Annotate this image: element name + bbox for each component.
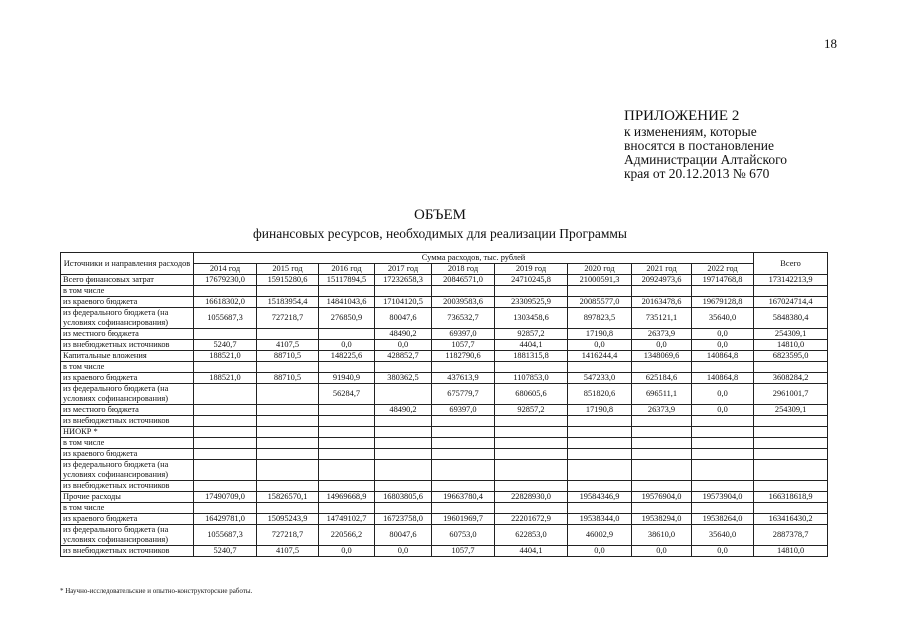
table-row (61, 546, 828, 557)
table-row (61, 384, 828, 405)
table-cell (319, 503, 375, 514)
row-total: 14810,0 (754, 546, 828, 557)
table-row (61, 438, 828, 449)
table-cell (375, 427, 432, 438)
table-cell: 24710245,8 (495, 275, 568, 286)
table-row (61, 525, 828, 546)
year-header: 2016 год (319, 264, 375, 275)
table-row (61, 481, 828, 492)
table-cell: 0,0 (319, 546, 375, 557)
row-total (754, 416, 828, 427)
table-cell (257, 427, 319, 438)
financial-resources-table (60, 252, 828, 557)
table-cell (692, 438, 754, 449)
footnote: * Научно-исследовательские и опытно-конструкторские работы. (60, 587, 253, 595)
table-cell (194, 416, 257, 427)
row-label: Капитальные вложения (61, 351, 194, 362)
table-cell (568, 449, 632, 460)
table-row (61, 297, 828, 308)
table-cell (568, 503, 632, 514)
table-cell: 0,0 (568, 546, 632, 557)
table-cell: 17490709,0 (194, 492, 257, 503)
row-label: из федерального бюджета (на условиях софинансирования) (61, 308, 194, 329)
table-cell: 276850,9 (319, 308, 375, 329)
table-cell (319, 449, 375, 460)
table-cell: 1416244,4 (568, 351, 632, 362)
table-cell (375, 362, 432, 373)
table-cell (257, 460, 319, 481)
table-cell (194, 438, 257, 449)
table-cell (692, 427, 754, 438)
table-cell (319, 481, 375, 492)
table-cell (194, 460, 257, 481)
table-cell (194, 286, 257, 297)
table-cell (257, 438, 319, 449)
year-header: 2020 год (568, 264, 632, 275)
table-cell: 92857,2 (495, 329, 568, 340)
table-cell (319, 286, 375, 297)
row-total: 166318618,9 (754, 492, 828, 503)
table-cell: 35640,0 (692, 525, 754, 546)
table-cell (432, 460, 495, 481)
table-cell: 4107,5 (257, 546, 319, 557)
table-cell (495, 362, 568, 373)
table-cell: 80047,6 (375, 525, 432, 546)
row-label: из внебюджетных источников (61, 340, 194, 351)
table-cell: 22828930,0 (495, 492, 568, 503)
table-cell: 1055687,3 (194, 525, 257, 546)
table-cell: 17679230,0 (194, 275, 257, 286)
table-cell (692, 460, 754, 481)
table-cell: 220566,2 (319, 525, 375, 546)
row-total: 2961001,7 (754, 384, 828, 405)
table-cell: 15117894,5 (319, 275, 375, 286)
year-header: 2018 год (432, 264, 495, 275)
year-header: 2022 год (692, 264, 754, 275)
table-cell: 4107,5 (257, 340, 319, 351)
table-cell: 0,0 (692, 546, 754, 557)
table-cell: 16803805,6 (375, 492, 432, 503)
table-cell (257, 405, 319, 416)
table-cell: 20163478,6 (632, 297, 692, 308)
table-cell (194, 503, 257, 514)
table-cell (692, 481, 754, 492)
table-cell (432, 416, 495, 427)
table-cell: 428852,7 (375, 351, 432, 362)
table-cell (632, 427, 692, 438)
table-cell: 19538264,0 (692, 514, 754, 525)
table-cell (319, 460, 375, 481)
row-label: из федерального бюджета (на условиях софинансирования) (61, 525, 194, 546)
table-cell (632, 481, 692, 492)
table-cell: 188521,0 (194, 373, 257, 384)
table-cell (319, 329, 375, 340)
row-total: 254309,1 (754, 405, 828, 416)
table-cell (319, 438, 375, 449)
table-row (61, 308, 828, 329)
appendix-heading: ПРИЛОЖЕНИЕ 2 (624, 108, 740, 124)
table-cell: 1881315,8 (495, 351, 568, 362)
table-row (61, 492, 828, 503)
table-row (61, 362, 828, 373)
table-row (61, 405, 828, 416)
table-cell: 16618302,0 (194, 297, 257, 308)
table-cell: 0,0 (692, 340, 754, 351)
row-total: 163416430,2 (754, 514, 828, 525)
table-cell: 21000591,3 (568, 275, 632, 286)
table-row (61, 416, 828, 427)
table-cell: 5240,7 (194, 546, 257, 557)
table-cell: 17190,8 (568, 405, 632, 416)
row-total: 14810,0 (754, 340, 828, 351)
row-total (754, 438, 828, 449)
table-cell (495, 416, 568, 427)
table-cell: 1057,7 (432, 546, 495, 557)
table-cell: 680605,6 (495, 384, 568, 405)
table-cell: 19538294,0 (632, 514, 692, 525)
row-label: из внебюджетных источников (61, 481, 194, 492)
table-row (61, 514, 828, 525)
table-cell: 20846571,0 (432, 275, 495, 286)
table-cell (568, 286, 632, 297)
table-cell: 88710,5 (257, 373, 319, 384)
appendix-line: края от 20.12.2013 № 670 (624, 166, 770, 181)
table-cell: 46002,9 (568, 525, 632, 546)
row-label: из внебюджетных источников (61, 416, 194, 427)
table-cell: 15915280,6 (257, 275, 319, 286)
row-label: из федерального бюджета (на условиях софинансирования) (61, 460, 194, 481)
table-cell: 48490,2 (375, 405, 432, 416)
row-label: в том числе (61, 362, 194, 373)
table-cell (568, 460, 632, 481)
table-cell (495, 438, 568, 449)
table-cell (495, 286, 568, 297)
table-cell: 19576904,0 (632, 492, 692, 503)
table-cell: 20039583,6 (432, 297, 495, 308)
table-cell: 16429781,0 (194, 514, 257, 525)
table-cell: 0,0 (692, 329, 754, 340)
table-cell: 140864,8 (692, 373, 754, 384)
table-cell (432, 438, 495, 449)
table-cell (319, 405, 375, 416)
table-cell: 15826570,1 (257, 492, 319, 503)
table-cell (194, 329, 257, 340)
table-cell: 92857,2 (495, 405, 568, 416)
document-subtitle: финансовых ресурсов, необходимых для реализации Программы (253, 226, 627, 241)
table-cell: 19584346,9 (568, 492, 632, 503)
table-cell (692, 416, 754, 427)
table-cell: 1348069,6 (632, 351, 692, 362)
table-cell: 736532,7 (432, 308, 495, 329)
table-cell: 5240,7 (194, 340, 257, 351)
table-cell (692, 286, 754, 297)
row-label: из краевого бюджета (61, 514, 194, 525)
table-row (61, 460, 828, 481)
table-cell: 35640,0 (692, 308, 754, 329)
table-cell (257, 362, 319, 373)
table-cell (319, 427, 375, 438)
row-total (754, 286, 828, 297)
table-cell (632, 460, 692, 481)
table-cell (194, 405, 257, 416)
table-cell: 19538344,0 (568, 514, 632, 525)
year-header: 2021 год (632, 264, 692, 275)
table-row (61, 329, 828, 340)
table-cell: 0,0 (375, 340, 432, 351)
table-cell: 675779,7 (432, 384, 495, 405)
table-cell (375, 481, 432, 492)
table-cell: 696511,1 (632, 384, 692, 405)
table-cell: 851820,6 (568, 384, 632, 405)
year-header: 2014 год (194, 264, 257, 275)
table-cell (432, 362, 495, 373)
table-cell: 69397,0 (432, 329, 495, 340)
table-cell (568, 416, 632, 427)
table-cell: 188521,0 (194, 351, 257, 362)
table-cell: 19573904,0 (692, 492, 754, 503)
table-cell: 15095243,9 (257, 514, 319, 525)
row-label: из местного бюджета (61, 405, 194, 416)
table-cell: 26373,9 (632, 329, 692, 340)
appendix-line: к изменениям, которые (624, 124, 757, 139)
table-row (61, 503, 828, 514)
table-cell (692, 449, 754, 460)
table-cell: 80047,6 (375, 308, 432, 329)
table-cell: 20924973,6 (632, 275, 692, 286)
table-row (61, 427, 828, 438)
table-cell: 19679128,8 (692, 297, 754, 308)
table-cell: 17190,8 (568, 329, 632, 340)
page-number: 18 (824, 36, 837, 51)
table-cell (194, 427, 257, 438)
row-total: 254309,1 (754, 329, 828, 340)
row-total: 167024714,4 (754, 297, 828, 308)
table-cell (432, 427, 495, 438)
table-cell: 547233,0 (568, 373, 632, 384)
table-row (61, 286, 828, 297)
table-cell: 23309525,9 (495, 297, 568, 308)
table-cell (375, 503, 432, 514)
year-header: 2019 год (495, 264, 568, 275)
row-label: из краевого бюджета (61, 297, 194, 308)
table-cell: 16723758,0 (375, 514, 432, 525)
table-cell: 38610,0 (632, 525, 692, 546)
row-total (754, 362, 828, 373)
table-cell (194, 362, 257, 373)
row-label: из краевого бюджета (61, 373, 194, 384)
table-cell (257, 503, 319, 514)
appendix-line: Администрации Алтайского (624, 152, 788, 167)
table-cell (194, 384, 257, 405)
table-cell (375, 416, 432, 427)
appendix-block (624, 108, 854, 181)
table-cell (319, 416, 375, 427)
table-cell: 897823,5 (568, 308, 632, 329)
table-cell: 4404,1 (495, 546, 568, 557)
table-cell: 622853,0 (495, 525, 568, 546)
table-cell: 17232658,3 (375, 275, 432, 286)
table-row (61, 373, 828, 384)
table-cell (692, 362, 754, 373)
table-cell (375, 449, 432, 460)
table-cell: 1107853,0 (495, 373, 568, 384)
table-cell: 0,0 (568, 340, 632, 351)
table-cell: 56284,7 (319, 384, 375, 405)
table-cell (257, 384, 319, 405)
table-cell (432, 449, 495, 460)
table-cell: 20085577,0 (568, 297, 632, 308)
table-cell: 1055687,3 (194, 308, 257, 329)
table-cell (495, 460, 568, 481)
row-label: в том числе (61, 503, 194, 514)
row-label: в том числе (61, 286, 194, 297)
table-cell: 0,0 (375, 546, 432, 557)
table-cell (375, 438, 432, 449)
table-cell (632, 416, 692, 427)
table-cell: 1057,7 (432, 340, 495, 351)
table-cell: 1182790,6 (432, 351, 495, 362)
row-total: 5848380,4 (754, 308, 828, 329)
table-cell: 0,0 (632, 546, 692, 557)
table-cell (692, 503, 754, 514)
header-total: Всего (754, 253, 828, 275)
row-total (754, 449, 828, 460)
table-cell: 48490,2 (375, 329, 432, 340)
table-row (61, 275, 828, 286)
table-cell (495, 503, 568, 514)
table-cell (375, 460, 432, 481)
table-cell (319, 362, 375, 373)
table-cell (375, 286, 432, 297)
table-cell: 19663780,4 (432, 492, 495, 503)
table-cell: 437613,9 (432, 373, 495, 384)
table-cell: 148225,6 (319, 351, 375, 362)
table-cell: 1303458,6 (495, 308, 568, 329)
table-cell: 60753,0 (432, 525, 495, 546)
row-total (754, 503, 828, 514)
table-cell (375, 384, 432, 405)
table-cell: 625184,6 (632, 373, 692, 384)
appendix-line: вносятся в постановление (624, 138, 774, 153)
table-cell: 91940,9 (319, 373, 375, 384)
table-cell (257, 449, 319, 460)
table-cell (632, 449, 692, 460)
table-cell: 0,0 (692, 405, 754, 416)
row-label: Прочие расходы (61, 492, 194, 503)
table-cell: 727218,7 (257, 308, 319, 329)
table-cell (495, 481, 568, 492)
table-cell (257, 329, 319, 340)
table-row (61, 340, 828, 351)
document-title: ОБЪЕМ (414, 207, 466, 223)
row-total: 173142213,9 (754, 275, 828, 286)
table-cell: 19714768,8 (692, 275, 754, 286)
table-cell (432, 503, 495, 514)
table-cell: 14749102,7 (319, 514, 375, 525)
table-cell: 88710,5 (257, 351, 319, 362)
table-cell (632, 286, 692, 297)
table-cell: 69397,0 (432, 405, 495, 416)
table-cell: 380362,5 (375, 373, 432, 384)
row-total: 2887378,7 (754, 525, 828, 546)
table-row (61, 449, 828, 460)
row-label: НИОКР * (61, 427, 194, 438)
row-label: из местного бюджета (61, 329, 194, 340)
table-cell (432, 481, 495, 492)
table-cell (495, 427, 568, 438)
table-cell: 0,0 (692, 384, 754, 405)
table-cell: 0,0 (632, 340, 692, 351)
table-cell (257, 286, 319, 297)
header-sum: Сумма расходов, тыс. рублей (194, 253, 754, 264)
table-row (61, 351, 828, 362)
table-cell (568, 362, 632, 373)
table-cell (568, 427, 632, 438)
table-cell (257, 481, 319, 492)
table-cell (495, 449, 568, 460)
row-label: Всего финансовых затрат (61, 275, 194, 286)
row-label: из краевого бюджета (61, 449, 194, 460)
year-header: 2015 год (257, 264, 319, 275)
table-cell: 727218,7 (257, 525, 319, 546)
table-cell: 26373,9 (632, 405, 692, 416)
table-cell: 19601969,7 (432, 514, 495, 525)
table-cell (432, 286, 495, 297)
table-cell: 735121,1 (632, 308, 692, 329)
table-cell: 140864,8 (692, 351, 754, 362)
table-cell: 17104120,5 (375, 297, 432, 308)
header-source: Источники и направления расходов (61, 253, 194, 275)
row-label: из федерального бюджета (на условиях софинансирования) (61, 384, 194, 405)
row-total (754, 481, 828, 492)
table-cell: 22201672,9 (495, 514, 568, 525)
table-cell (194, 449, 257, 460)
table-cell: 14969668,9 (319, 492, 375, 503)
table-cell: 15183954,4 (257, 297, 319, 308)
row-total (754, 427, 828, 438)
table-cell: 4404,1 (495, 340, 568, 351)
table-cell (194, 481, 257, 492)
year-header: 2017 год (375, 264, 432, 275)
table-cell (632, 362, 692, 373)
table-cell (632, 503, 692, 514)
table-cell: 0,0 (319, 340, 375, 351)
table-cell (632, 438, 692, 449)
row-label: из внебюджетных источников (61, 546, 194, 557)
table-cell (568, 481, 632, 492)
row-label: в том числе (61, 438, 194, 449)
row-total: 6823595,0 (754, 351, 828, 362)
row-total: 3608284,2 (754, 373, 828, 384)
table-cell (568, 438, 632, 449)
table-cell: 14841043,6 (319, 297, 375, 308)
table-cell (257, 416, 319, 427)
row-total (754, 460, 828, 481)
